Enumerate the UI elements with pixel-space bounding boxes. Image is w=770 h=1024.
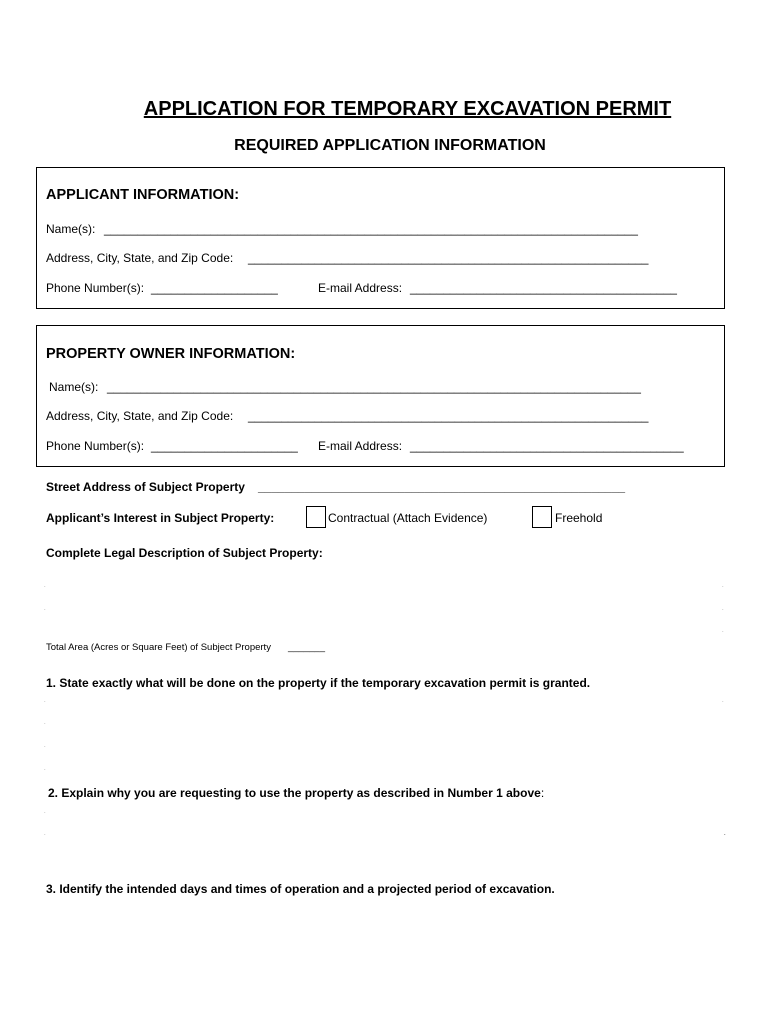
- applicant-name-field[interactable]: ________________________________________________________________________________: [104, 222, 638, 236]
- applicant-phone-field[interactable]: ___________________: [151, 281, 278, 295]
- bullet-dot: .: [722, 698, 724, 704]
- question-3: 3. Identify the intended days and times of operation and a projected period of excavation.: [46, 882, 555, 896]
- owner-phone-label: Phone Number(s):: [46, 439, 145, 453]
- applicant-name-label: Name(s):: [46, 222, 96, 236]
- legal-description-label: Complete Legal Description of Subject Property:: [46, 546, 323, 560]
- total-area-field[interactable]: _______: [288, 642, 325, 653]
- applicant-email-field[interactable]: ________________________________________: [410, 281, 677, 295]
- bullet-dot: .: [44, 831, 46, 837]
- bullet-dot: .: [44, 766, 46, 772]
- street-address-field[interactable]: _______________________________________________________: [258, 480, 626, 494]
- interest-label: Applicant’s Interest in Subject Property:: [46, 511, 275, 525]
- contractual-checkbox[interactable]: [306, 506, 326, 528]
- owner-address-label: Address, City, State, and Zip Code:: [46, 409, 234, 423]
- freehold-option-label: Freehold: [555, 511, 603, 525]
- question-1: 1. State exactly what will be done on the property if the temporary excavation permit is granted.: [46, 676, 591, 690]
- bullet-dot: .: [722, 628, 724, 634]
- owner-email-field[interactable]: _________________________________________: [410, 439, 684, 453]
- question-2-text: 2. Explain why you are requesting to use the property as described in Number 1 above: [48, 786, 541, 800]
- bullet-dot: .: [44, 583, 46, 589]
- owner-heading: PROPERTY OWNER INFORMATION:: [46, 346, 296, 362]
- owner-address-field[interactable]: ____________________________________________________________: [248, 409, 649, 423]
- owner-name-field[interactable]: ________________________________________________________________________________: [107, 380, 641, 394]
- bullet-dot: .: [722, 606, 724, 612]
- bullet-dot: .: [44, 743, 46, 749]
- applicant-address-field[interactable]: ____________________________________________________________: [248, 251, 649, 265]
- form-subtitle: REQUIRED APPLICATION INFORMATION: [234, 137, 546, 154]
- applicant-phone-label: Phone Number(s):: [46, 281, 145, 295]
- bullet-dot: .: [44, 720, 46, 726]
- bullet-dot: .: [44, 698, 46, 704]
- street-address-label: Street Address of Subject Property: [46, 480, 245, 494]
- question-2: [48, 786, 544, 800]
- applicant-email-label: E-mail Address:: [318, 281, 403, 295]
- bullet-dot: .: [724, 831, 726, 837]
- bullet-dot: .: [722, 583, 724, 589]
- owner-phone-field[interactable]: ______________________: [151, 439, 298, 453]
- question-2-colon: :: [540, 786, 545, 800]
- applicant-address-label: Address, City, State, and Zip Code:: [46, 251, 234, 265]
- freehold-checkbox[interactable]: [532, 506, 552, 528]
- owner-email-label: E-mail Address:: [318, 439, 403, 453]
- bullet-dot: .: [44, 809, 46, 815]
- owner-name-label: Name(s):: [49, 380, 99, 394]
- contractual-option-label: Contractual (Attach Evidence): [328, 511, 488, 525]
- bullet-dot: .: [44, 606, 46, 612]
- total-area-label: Total Area (Acres or Square Feet) of Subject Property: [46, 642, 271, 653]
- applicant-heading: APPLICANT INFORMATION:: [46, 187, 240, 203]
- form-title: APPLICATION FOR TEMPORARY EXCAVATION PERMIT: [143, 98, 672, 120]
